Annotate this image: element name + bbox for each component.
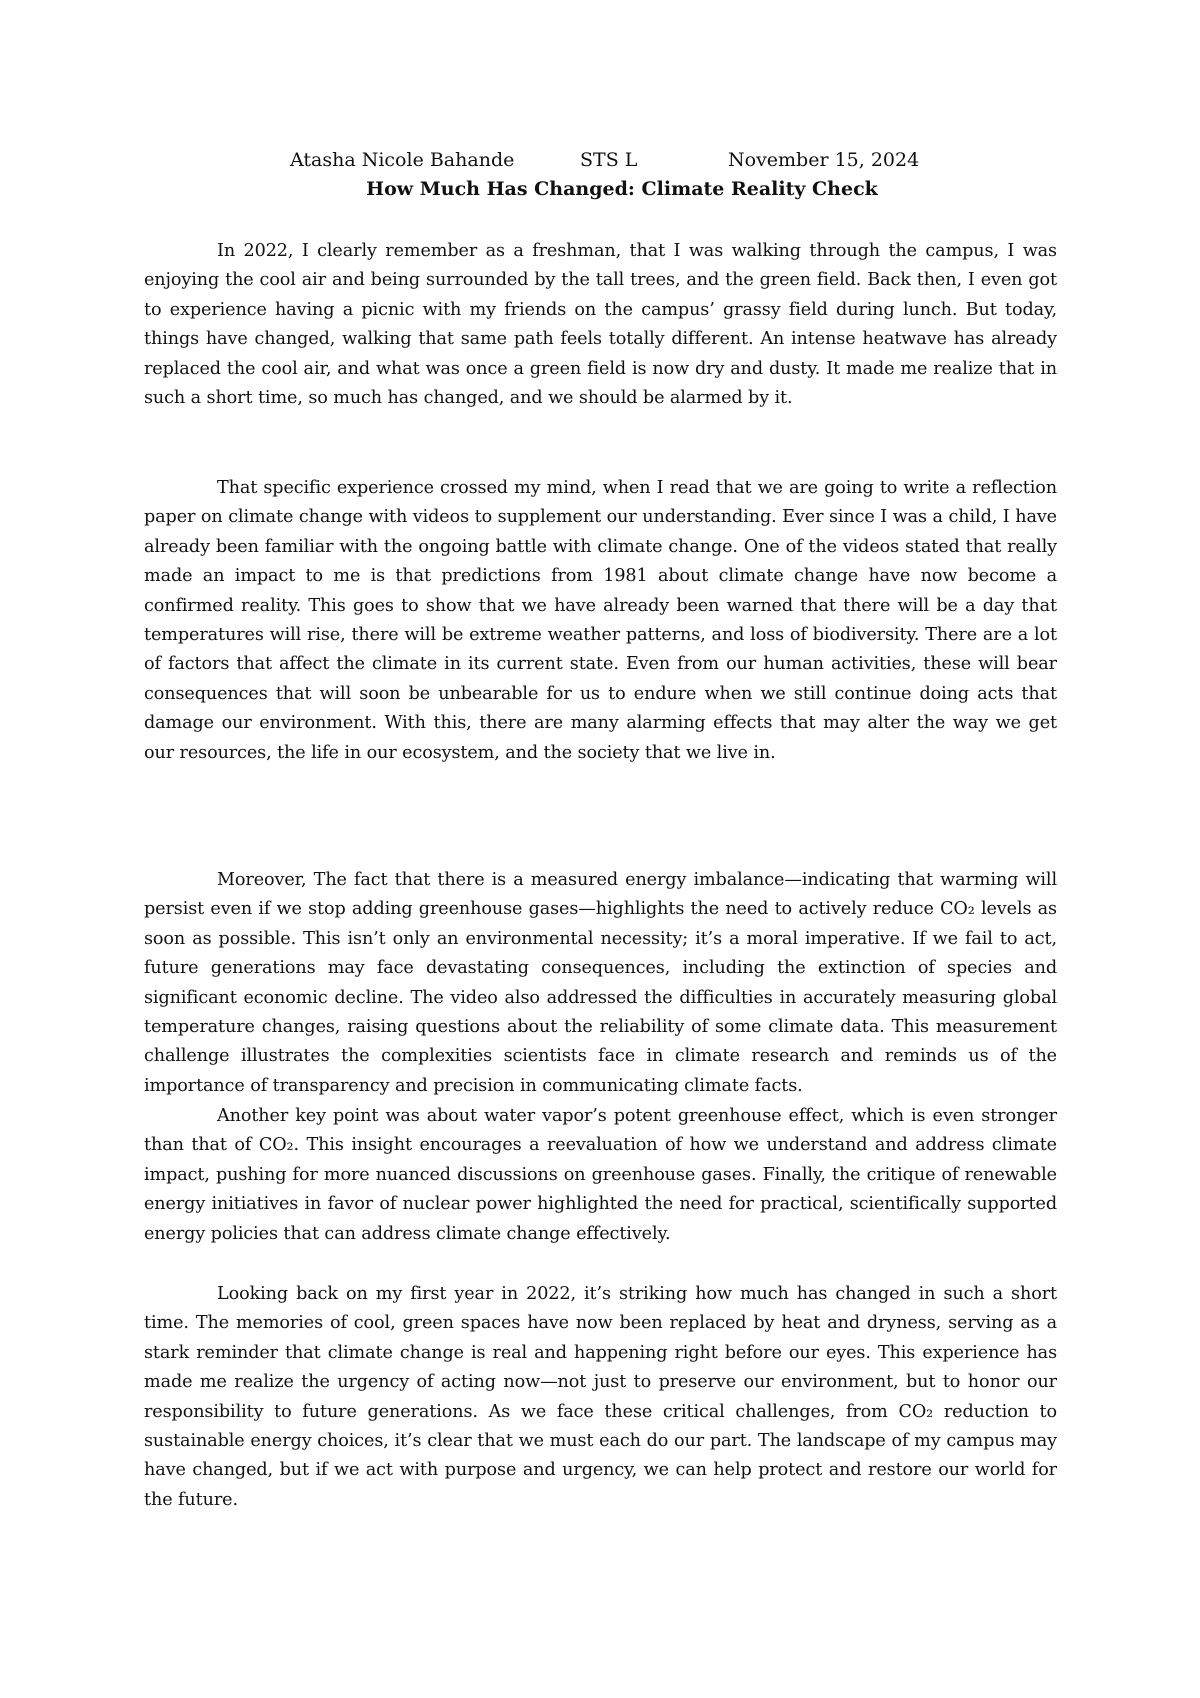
- document-title: How Much Has Changed: Climate Reality Check: [366, 178, 878, 200]
- paragraph-1: In 2022, I clearly remember as a freshman, that I was walking through the campus, I was enjoying the cool air and being surrounded by the tall trees, and the green field. Back then, I even got to experience having a picnic with my friends on the campus’ grassy field during lunch. But today, things have changed, walking that same path feels totally different. An intense heatwave has already replaced the cool air, and what was once a green field is now dry and dusty. It made me realize that in such a short time, so much has changed, and we should be alarmed by it.: [144, 241, 1057, 409]
- paragraph-5: Looking back on my first year in 2022, it’s striking how much has changed in such a short time. The memories of cool, green spaces have now been replaced by heat and dryness, serving as a stark reminder that climate change is real and happening right before our eyes. This experience has made me realize the urgency of acting now—not just to preserve our environment, but to honor our responsibility to future generations. As we face these critical challenges, from CO₂ reduction to sustainable energy choices, it’s clear that we must each do our part. The landscape of my campus may have changed, but if we act with purpose and urgency, we can help protect and restore our world for the future.: [144, 1284, 1057, 1510]
- paragraph-3: Moreover, The fact that there is a measured energy imbalance—indicating that warming will persist even if we stop adding greenhouse gases—highlights the need to actively reduce CO₂ levels as soon as possible. This isn’t only an environmental necessity; it’s a moral imperative. If we fail to act, future generations may face devastating consequences, including the extinction of species and significant economic decline. The video also addressed the difficulties in accurately measuring global temperature changes, raising questions about the reliability of some climate data. This measurement challenge illustrates the complexities scientists face in climate research and reminds us of the importance of transparency and precision in communicating climate facts.: [144, 870, 1057, 1096]
- paragraph-4: Another key point was about water vapor’s potent greenhouse effect, which is even stronger than that of CO₂. This insight encourages a reevaluation of how we understand and address climate impact, pushing for more nuanced discussions on greenhouse gases. Finally, the critique of renewable energy initiatives in favor of nuclear power highlighted the need for practical, scientifically supported energy policies that can address climate change effectively.: [144, 1106, 1057, 1244]
- author-name: Atasha Nicole Bahande: [290, 149, 515, 171]
- document-date: November 15, 2024: [728, 149, 920, 171]
- course-code: STS L: [580, 149, 638, 171]
- paragraph-2: That specific experience crossed my mind, when I read that we are going to write a reflection paper on climate change with videos to supplement our understanding. Ever since I was a child, I have already been familiar with the ongoing battle with climate change. One of the videos stated that really made an impact to me is that predictions from 1981 about climate change have now become a confirmed reality. This goes to show that we have already been warned that there will be a day that temperatures will rise, there will be extreme weather patterns, and loss of biodiversity. There are a lot of factors that affect the climate in its current state. Even from our human activities, these will bear consequences that will soon be unbearable for us to endure when we still continue doing acts that damage our environment. With this, there are many alarming effects that may alter the way we get our resources, the life in our ecosystem, and the society that we live in.: [144, 478, 1057, 763]
